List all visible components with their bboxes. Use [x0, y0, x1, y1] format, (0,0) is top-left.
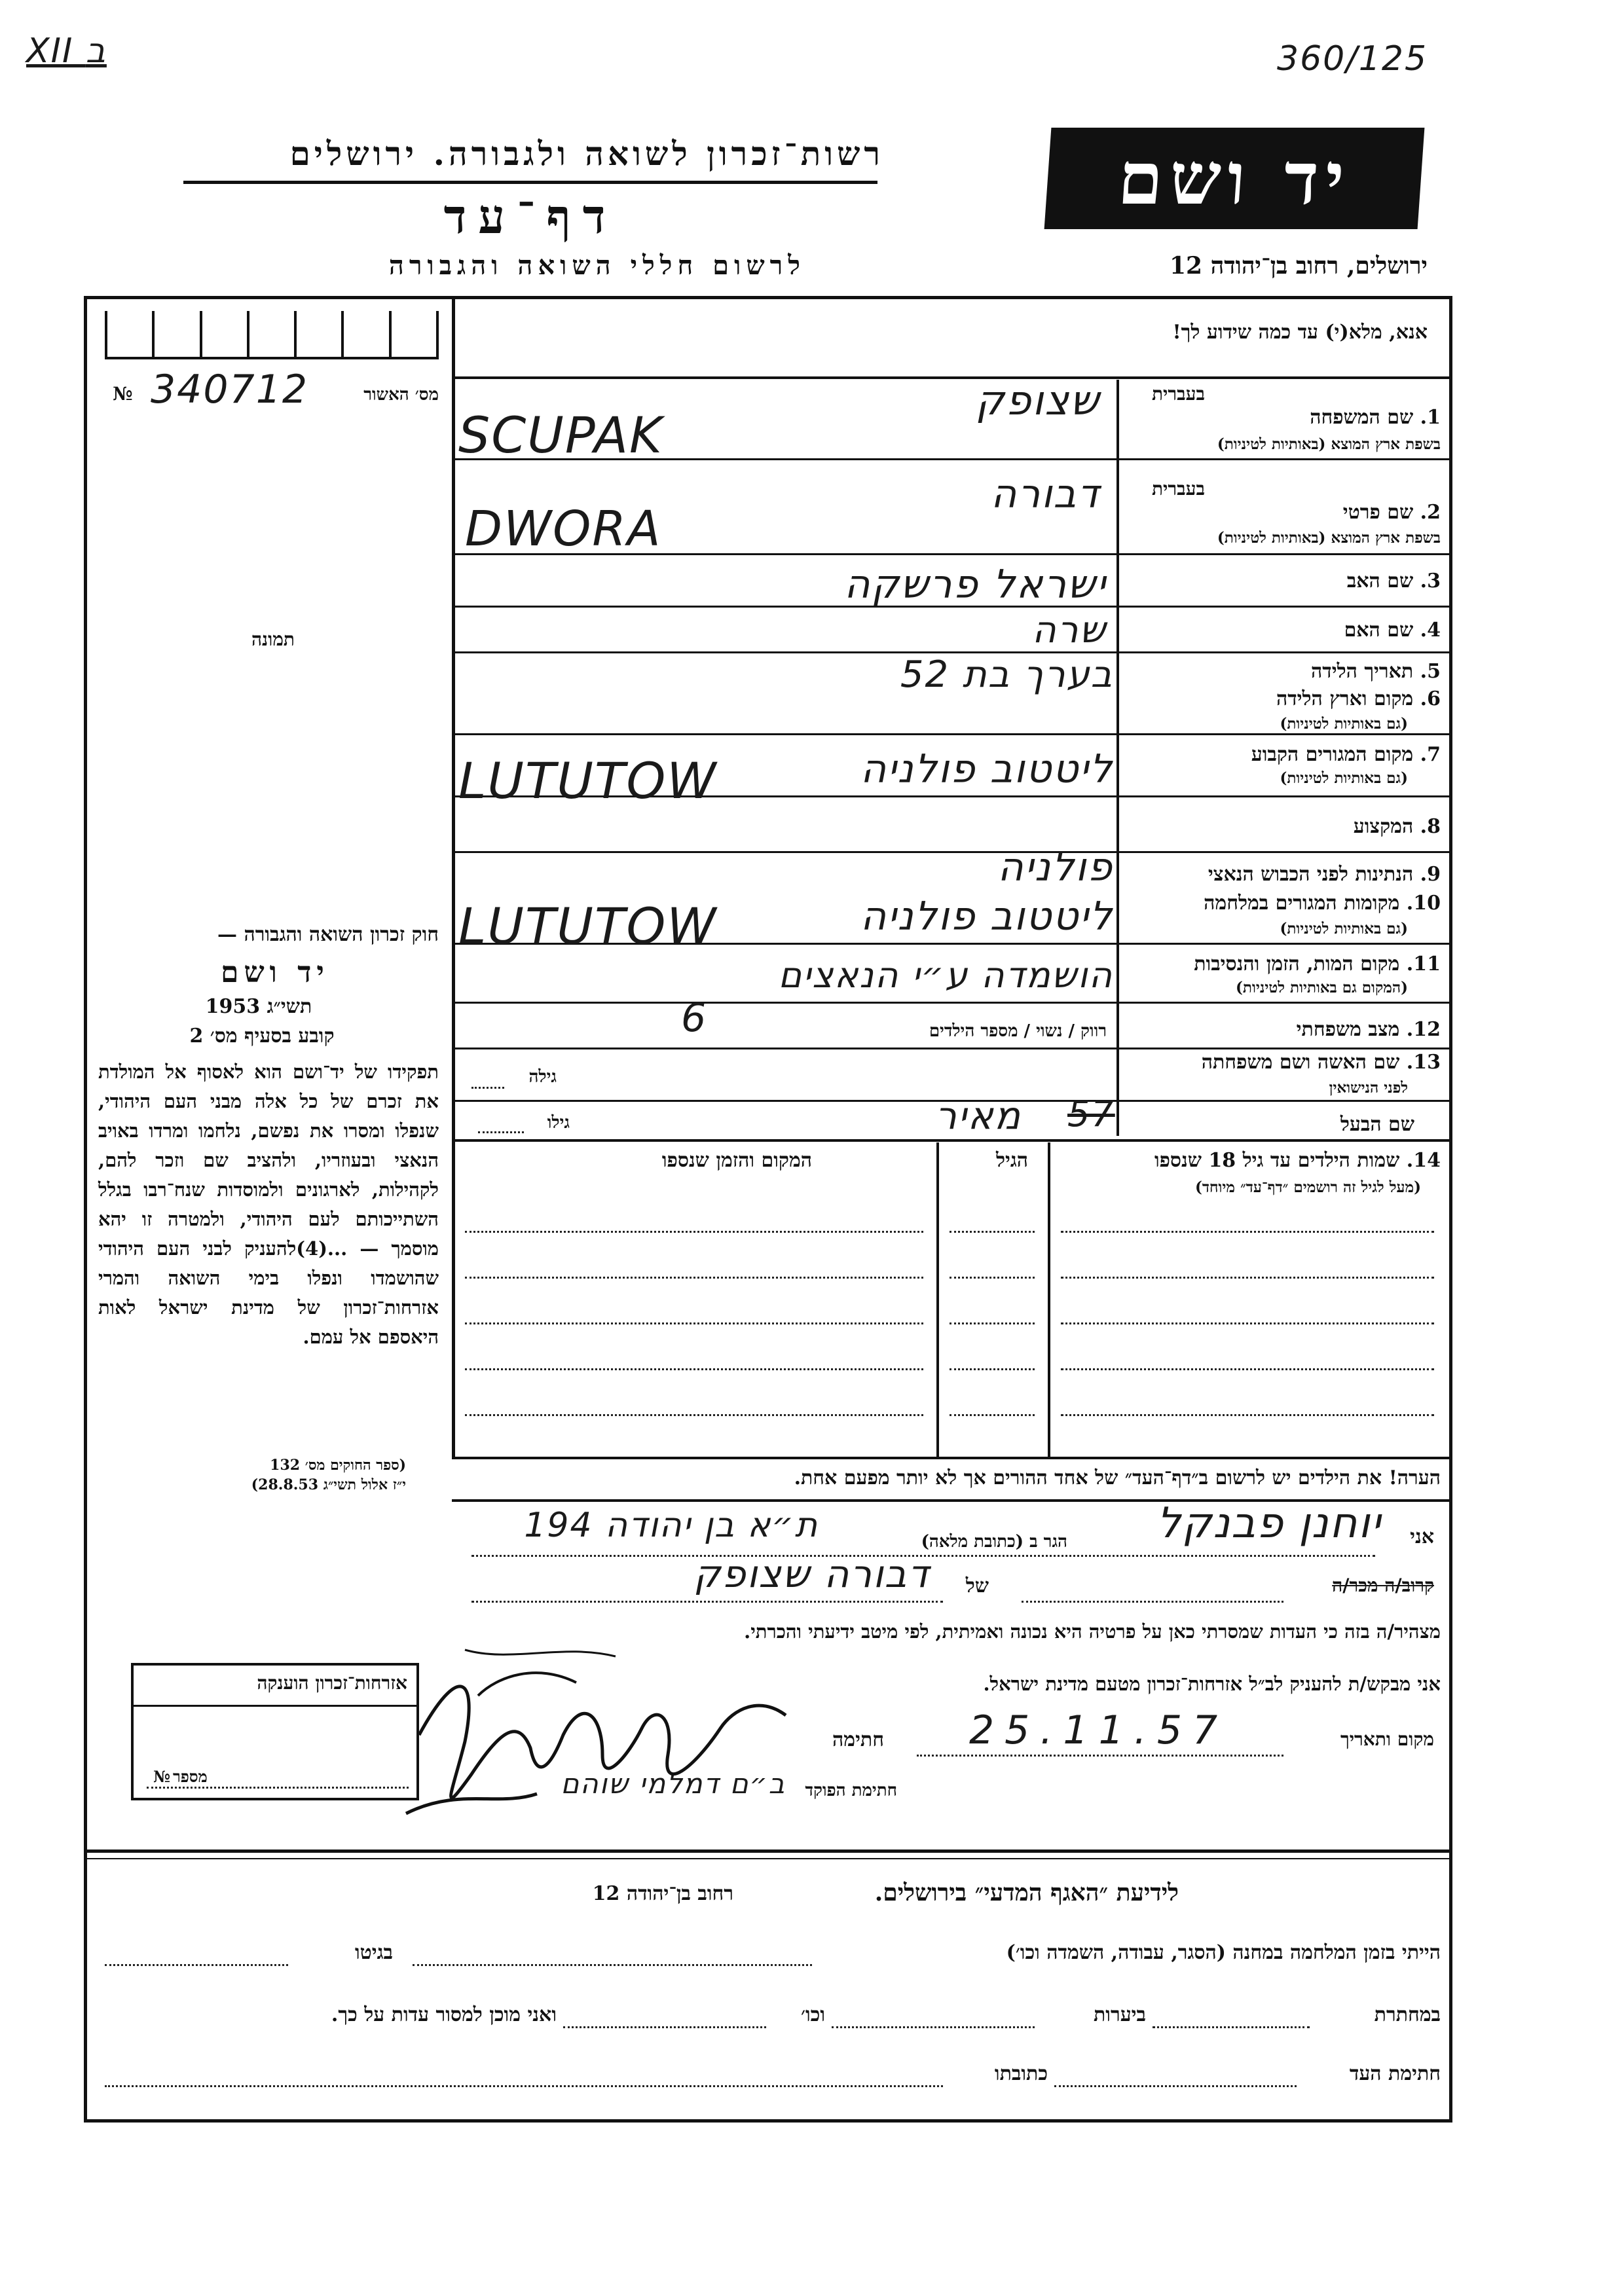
- relative-of-value: דבורה שצופק: [693, 1552, 930, 1596]
- place-date-value: 25.11.57: [969, 1707, 1228, 1753]
- husband-label: שם הבעל: [1340, 1113, 1414, 1136]
- children-place-col: המקום והזמן שנספו: [661, 1149, 812, 1172]
- citizenship-no-mark: №: [153, 1767, 171, 1786]
- law-title: חוק זכרון השואה והגבורה —: [217, 923, 439, 946]
- law-source: (ספר החוקים מס׳ 132: [270, 1457, 406, 1474]
- death-place-label: מקום המות, הזמן והנסיבות: [1194, 953, 1400, 975]
- wife-age-label: גילה: [528, 1067, 557, 1087]
- birth-date-label: תאריך הלידה: [1311, 660, 1414, 683]
- top-right-mark: 360/125: [1277, 39, 1428, 79]
- approval-ticks: [105, 311, 439, 359]
- death-place-value: הושמדה ע״י הנאצים: [778, 955, 1113, 996]
- nationality-label: הנתינות לפני הכבוש הנאצי: [1208, 863, 1414, 886]
- family-name-latin: SCUPAK: [458, 406, 663, 464]
- mother-name-value: שרה: [1032, 609, 1107, 651]
- family-name-label: שם המשפחה: [1310, 406, 1414, 429]
- marital-status-label: מצב משפחתי: [1296, 1018, 1400, 1041]
- approval-no-mark: №: [113, 383, 133, 405]
- declarant-name: יוחנן פבנקל: [1156, 1499, 1382, 1548]
- law-year: תשי״ג 1953: [205, 995, 312, 1018]
- husband-age-value: 57: [1067, 1093, 1115, 1135]
- residence-latin: LUTUTOW: [458, 752, 718, 810]
- top-left-mark: XII ב: [26, 31, 107, 71]
- forests-label: ביערות: [1093, 2003, 1146, 2026]
- photo-label: תמונה: [251, 629, 295, 650]
- declarant-signature: [367, 1637, 825, 1833]
- children-sub: (מעל לגיל זה רושמים ״דף־עד״ מיוחד): [1194, 1178, 1421, 1196]
- approval-label: מס׳ האשור: [363, 385, 439, 405]
- birth-date-value: בערך בת 52: [900, 653, 1113, 696]
- witness-address-label: כתובתו: [994, 2062, 1048, 2085]
- institution-heading: רשות־זכרון לשואה ולגבורה. ירושלים: [289, 134, 884, 173]
- profession-label: המקצוע: [1353, 815, 1414, 838]
- wife-name-label: שם האשה ושם משפחתה: [1201, 1051, 1400, 1074]
- husband-age-label: גילו: [547, 1113, 570, 1133]
- children-age-col: הגיל: [995, 1149, 1028, 1172]
- declaration-request: אני מבקש/ת להעניק לב״ל אזרחות־זכרון מטעם מדינת ישראל.: [983, 1673, 1441, 1695]
- heading-underline: [183, 181, 877, 184]
- father-name-value: ישראל פרשקה: [844, 562, 1107, 608]
- address: ירושלים, רחוב בן־יהודה 12: [1169, 252, 1428, 280]
- father-name-label: שם האב: [1346, 570, 1414, 592]
- mother-name-label: שם האם: [1344, 619, 1414, 642]
- signature-label: חתימה: [832, 1728, 884, 1751]
- declarant-address: ת״א בן יהודה 194: [524, 1506, 819, 1545]
- first-name-hebrew: דבורה: [991, 471, 1100, 517]
- law-org: יד ושם: [221, 956, 329, 989]
- left-column-divider: [452, 298, 455, 1457]
- underground-label: במחתרת: [1374, 2003, 1441, 2026]
- citizenship-title: אזרחות־זכרון הוענקה: [257, 1672, 407, 1694]
- etc-label: וכו׳: [801, 2003, 825, 2026]
- camp-line-label: הייתי בזמן המלחמה במחנה (הסגר, עבודה, השמדה וכו׳): [1006, 1941, 1441, 1964]
- husband-name-value: מאיר: [935, 1093, 1022, 1138]
- first-name-latin: DWORA: [465, 501, 662, 557]
- form-title: דף־עד: [443, 189, 618, 244]
- resides-label: הגר ב (כתובת מלאה): [921, 1532, 1067, 1552]
- residence-value: ליטטוב פולניה: [860, 746, 1113, 792]
- wartime-residence-label: מקומות המגורים במלחמה: [1204, 892, 1400, 915]
- family-name-hebrew: שצופק: [975, 376, 1100, 424]
- residence-label: מקום המגורים הקבוע: [1251, 743, 1414, 766]
- relation-label: קרוב/ה מכר/ה: [1332, 1575, 1434, 1596]
- wartime-residence-latin: LUTUTOW: [458, 897, 718, 955]
- officer-signature-label: חתימת הפוקד: [805, 1781, 897, 1800]
- of-label: של: [965, 1575, 989, 1597]
- note-text: הערה! את הילדים יש לרשום ב״דף־העד״ של אחד ההורים אך לא יותר מפעם אחת.: [794, 1467, 1441, 1489]
- law-body: תפקידו של יד־ושם הוא לאסוף אל המולדת את זכרם של כל אלה מבני העם היהודי, שנפלו ומסרו את נפשם, נלחמו ומרדו באויב הנאצי ובעוזריו, ולהציב שם וזכר להם, לקהילות, לארגונים ולמוסדות שנח־רבו בגלל השתייכותם לעם היהודי, ולמטרה זו יהא מוסמך — ...(4)להעניק לבני העם היהודי שהושמדו ונפלו בימי השואה והמרי אזרחות־זכרון של מדינת ישראל לאות היאספם אל עמם.: [98, 1061, 439, 1348]
- yad-vashem-logo: יד ושם: [1044, 128, 1425, 229]
- citizenship-number-label: מספר: [173, 1767, 208, 1786]
- approval-number: 340712: [151, 367, 309, 412]
- form-subtitle: לרשום חללי השואה והגבורה: [388, 250, 805, 281]
- children-title: שמות הילדים עד גיל 18 שנספו: [1154, 1149, 1400, 1172]
- place-date-label: מקום ותאריך: [1340, 1728, 1434, 1750]
- officer-signature-value: ב״ם דמלמי שוהם: [561, 1768, 786, 1800]
- testimony-label: ואני מוכן למסור עדות על כך.: [331, 2003, 557, 2026]
- marital-options: רווק / נשוי / מספר הילדים: [929, 1021, 1107, 1041]
- bottom-address: רחוב בן־יהודה 12: [592, 1882, 733, 1905]
- declaration-statement: מצהיר/ה בזה כי העדות שמסרתי כאן על פרטיה היא נכונה ואמיתית, לפי מיטב ידיעתי והכרתי.: [744, 1620, 1441, 1643]
- intro-text: אנא, מלא(י) עד כמה שידוע לך!: [1172, 321, 1428, 344]
- citizenship-box: [131, 1663, 419, 1800]
- wartime-residence-value: ליטטוב פולניה: [860, 894, 1113, 939]
- nationality-value: פולניה: [997, 845, 1113, 890]
- witness-signature-label: חתימת העד: [1349, 2062, 1441, 2085]
- law-date: י״ז אלול תשי״ג 28.8.53): [251, 1476, 406, 1493]
- declaration-i: אני: [1410, 1525, 1434, 1548]
- birthplace-label: מקום וארץ הלידה: [1276, 687, 1414, 710]
- children-count: 6: [681, 995, 708, 1041]
- law-clause: קובע בסעיף מס׳ 2: [189, 1025, 335, 1048]
- label-column-divider: [1116, 380, 1119, 1136]
- first-name-label: שם פרטי: [1342, 501, 1414, 524]
- bottom-title: לידיעת ״האגף המדעי״ בירושלים.: [874, 1879, 1179, 1906]
- ghetto-label: בגיטו: [354, 1941, 393, 1964]
